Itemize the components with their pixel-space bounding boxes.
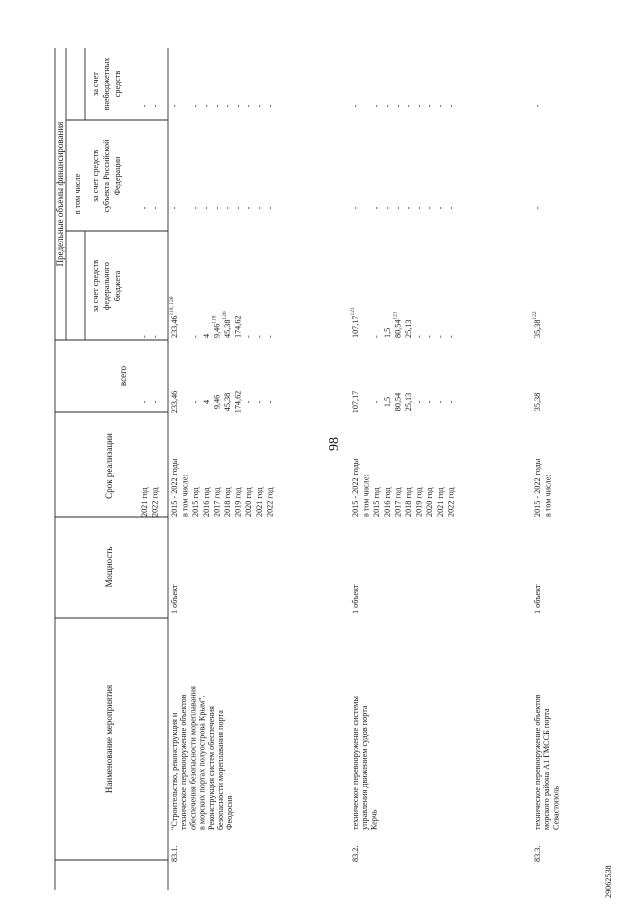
page-number: 98	[327, 437, 342, 451]
item-1-row-year-9: 2022 год	[265, 487, 275, 517]
item-2-row-federal-4: 80,54$^{121}$	[392, 311, 403, 338]
item-2-row-year-2: 2015 год	[372, 487, 382, 517]
header-federal-1: за счет средств	[91, 259, 100, 313]
item-2-name-line-1: управления движением судов порта	[360, 705, 370, 830]
item-1-row-subject-5: -	[223, 206, 232, 210]
item-2-row-year-5: 2018 год	[404, 487, 413, 517]
item-1-row-subject-6: -	[233, 206, 243, 210]
item-1-name-line-0: "Строительство, реконструкция и	[170, 712, 179, 830]
item-1-name-line-6: Феодосия	[225, 795, 235, 830]
item-1-name-line-4: Реконструкция систем обеспечения	[206, 706, 216, 830]
header-extra-2: внебюджетных	[102, 57, 111, 111]
item-1-row-extra-7: -	[244, 104, 254, 108]
header-including: в том числе	[73, 173, 82, 215]
item-1-row-extra-8: -	[254, 104, 264, 108]
item-2-row-federal-6: -	[414, 335, 424, 338]
item-2-row-year-9: 2022 год	[446, 487, 456, 517]
top-row-extra-0: -	[140, 104, 149, 108]
header-subject-1: за счет средств	[91, 149, 100, 203]
item-2-row-total-2: -	[372, 400, 382, 404]
item-1-row-federal-0: 233,46$^{119, 120}$	[169, 296, 179, 338]
item-1-row-year-5: 2018 год	[223, 487, 232, 517]
header-subject-3: Федерации	[113, 156, 122, 196]
item-1-row-total-4: 9,46	[212, 394, 222, 410]
item-2-row-year-1: в том числе:	[361, 474, 371, 517]
item-2-capacity: 1 объект	[351, 584, 360, 614]
item-1-row-total-0: 233,46	[170, 390, 179, 414]
item-1-row-extra-2: -	[191, 104, 201, 108]
item-1-row-subject-9: -	[265, 206, 275, 210]
item-2-row-extra-2: -	[372, 104, 382, 108]
item-2-row-extra-0: -	[351, 104, 360, 108]
item-1-row-federal-3: 4	[201, 333, 211, 338]
item-3-number: 83.3.	[533, 845, 542, 862]
item-1-row-total-8: -	[254, 400, 264, 404]
item-2-row-total-3: 1,5	[382, 396, 392, 408]
top-row-subject-0: -	[140, 206, 149, 210]
item-2-row-federal-3: 1,5	[382, 327, 392, 338]
item-3-row-federal-0-footnote: 122	[532, 311, 538, 320]
header-extra-3: средств	[113, 70, 122, 98]
item-1-row-extra-3: -	[201, 104, 211, 108]
item-2-row-federal-7: -	[425, 335, 435, 338]
item-2-row-extra-8: -	[435, 104, 445, 108]
item-2-name-line-2: Керчь	[369, 809, 379, 830]
item-1-row-federal-0-footnote: 119, 120	[169, 296, 175, 316]
item-1-row-extra-4: -	[212, 104, 222, 108]
item-2-row-extra-6: -	[414, 104, 424, 108]
item-2-name-line-0: техническое перевооружение системы	[351, 696, 360, 830]
item-1-row-year-4: 2017 год	[212, 487, 222, 517]
item-2-row-total-9: -	[446, 400, 456, 404]
item-3-name-line-1: морского района А1 ГМССБ порта	[542, 708, 552, 830]
item-1-row-federal-4: 9,46$^{119}$	[211, 315, 222, 338]
item-1-row-total-7: -	[244, 400, 254, 404]
item-1-row-federal-2: -	[191, 335, 201, 338]
top-row-federal-1: -	[150, 335, 160, 338]
item-2-row-subject-5: -	[404, 206, 413, 210]
header-limits: Предельные объемы финансирования	[55, 121, 65, 267]
top-row-subject-1: -	[150, 206, 160, 210]
item-1-row-year-1: в том числе:	[180, 474, 190, 517]
item-1-row-subject-7: -	[244, 206, 254, 210]
top-row-year-0: 2021 год	[140, 487, 149, 517]
header-subject-2: субъекта Российской	[102, 139, 111, 213]
item-2-row-total-6: -	[414, 400, 424, 404]
item-2-row-total-7: -	[425, 400, 435, 404]
item-1-row-year-3: 2016 год	[201, 487, 211, 517]
item-2-row-subject-9: -	[446, 206, 456, 210]
item-3-row-year-1: в том числе:	[543, 474, 553, 517]
item-2-row-subject-8: -	[435, 206, 445, 210]
item-1-row-federal-5: 45,38$^{120}$	[222, 311, 232, 338]
header-total: всего	[118, 365, 128, 387]
item-1-row-extra-6: -	[233, 104, 243, 108]
item-2-row-federal-0: 107,17$^{121}$	[350, 307, 360, 338]
item-3-name-line-0: техническое перевооружение объектов	[533, 694, 542, 830]
item-1-row-year-0: 2015 - 2022 годы	[170, 458, 179, 517]
item-3-capacity: 1 объект	[533, 584, 542, 614]
item-3-row-extra-0: -	[533, 104, 542, 108]
item-1-row-subject-4: -	[212, 206, 222, 210]
item-2-row-extra-7: -	[425, 104, 435, 108]
item-1-row-total-9: -	[265, 400, 275, 404]
header-term: Срок реализации	[104, 433, 114, 499]
document-code: 29062538	[604, 865, 613, 898]
item-1-row-subject-0: -	[170, 206, 179, 210]
top-row-extra-1: -	[150, 104, 160, 108]
header-name: Наименование мероприятия	[104, 684, 114, 794]
item-1-capacity: 1 объект	[170, 584, 179, 614]
item-2-row-subject-6: -	[414, 206, 424, 210]
header-federal-2: федерального	[102, 262, 111, 310]
item-1-row-federal-4-footnote: 119	[211, 315, 218, 324]
item-2-row-year-4: 2017 год	[393, 487, 403, 517]
item-2-row-subject-2: -	[372, 206, 382, 210]
item-2-number: 83.2.	[351, 845, 360, 862]
item-2-row-federal-8: -	[435, 335, 445, 338]
header-extra-1: за счет	[91, 72, 100, 96]
item-3-row-federal-0: 35,38$^{122}$	[532, 311, 542, 338]
item-1-row-year-7: 2020 год	[244, 487, 254, 517]
top-row-total-0: -	[140, 400, 149, 404]
item-1-row-total-2: -	[191, 400, 201, 404]
item-1-row-subject-8: -	[254, 206, 264, 210]
item-2-row-total-8: -	[435, 400, 445, 404]
item-1-row-total-6: 174,62	[233, 390, 243, 414]
item-1-row-year-2: 2015 год	[191, 487, 201, 517]
item-2-row-year-0: 2015 - 2022 годы	[351, 458, 360, 517]
item-2-row-total-5: 25,13	[404, 392, 413, 412]
item-2-row-federal-4-footnote: 121	[392, 311, 399, 320]
item-2-row-year-7: 2020 год	[425, 487, 435, 517]
top-row-total-1: -	[150, 400, 160, 404]
item-1-row-federal-5-footnote: 120	[222, 311, 228, 320]
item-1-name-line-3: в морских портах полуострова Крым".	[197, 695, 207, 830]
top-row-year-1: 2022 год	[150, 487, 160, 517]
item-2-row-extra-3: -	[382, 104, 392, 108]
item-2-row-year-6: 2019 год	[414, 487, 424, 517]
item-2-row-extra-9: -	[446, 104, 456, 108]
item-1-name-line-5: безопасности мореплавания порта	[216, 710, 225, 830]
item-1-row-extra-0: -	[170, 104, 179, 108]
table-body	[140, 104, 560, 862]
header-federal-3: бюджета	[113, 270, 122, 302]
item-2-row-total-0: 107,17	[351, 390, 360, 414]
item-3-row-year-0: 2015 - 2022 годы	[533, 458, 542, 517]
item-2-row-total-4: 80,54	[393, 392, 403, 412]
item-3-name-line-2: Севастополь	[551, 786, 561, 830]
item-2-row-year-8: 2021 год	[435, 487, 445, 517]
item-2-row-subject-7: -	[425, 206, 435, 210]
item-1-row-extra-9: -	[265, 104, 275, 108]
item-1-name-line-2: обеспечения безопасности мореплавания	[188, 686, 198, 830]
top-row-federal-0: -	[140, 335, 149, 338]
item-2-row-federal-2: -	[372, 335, 382, 338]
header-capacity: Мощность	[104, 546, 114, 588]
item-1-row-federal-7: -	[244, 335, 254, 338]
item-1-row-subject-2: -	[191, 206, 201, 210]
item-1-name-line-1: техническое перевооружение объектов	[179, 694, 189, 830]
item-2-row-extra-4: -	[393, 104, 403, 108]
item-1-row-total-3: 4	[201, 399, 211, 405]
item-1-row-subject-3: -	[201, 206, 211, 210]
item-3-row-subject-0: -	[533, 206, 542, 210]
item-2-row-subject-0: -	[351, 206, 360, 210]
item-1-row-year-8: 2021 год	[254, 487, 264, 517]
item-1-row-extra-5: -	[223, 104, 232, 108]
item-1-row-federal-6: 174,62	[233, 315, 243, 338]
item-2-row-year-3: 2016 год	[382, 487, 392, 517]
item-2-row-federal-0-footnote: 121	[350, 307, 356, 316]
item-2-row-federal-9: -	[446, 335, 456, 338]
item-2-row-federal-5: 25,13	[404, 319, 413, 338]
item-2-row-extra-5: -	[404, 104, 413, 108]
item-2-row-subject-3: -	[382, 206, 392, 210]
item-2-row-subject-4: -	[393, 206, 403, 210]
item-1-row-year-6: 2019 год	[233, 487, 243, 517]
item-1-number: 83.1.	[170, 845, 179, 862]
item-1-row-federal-9: -	[265, 335, 275, 338]
item-3-row-total-0: 35,38	[533, 392, 542, 412]
item-1-row-federal-8: -	[254, 335, 264, 338]
item-1-row-total-5: 45,38	[223, 392, 232, 412]
